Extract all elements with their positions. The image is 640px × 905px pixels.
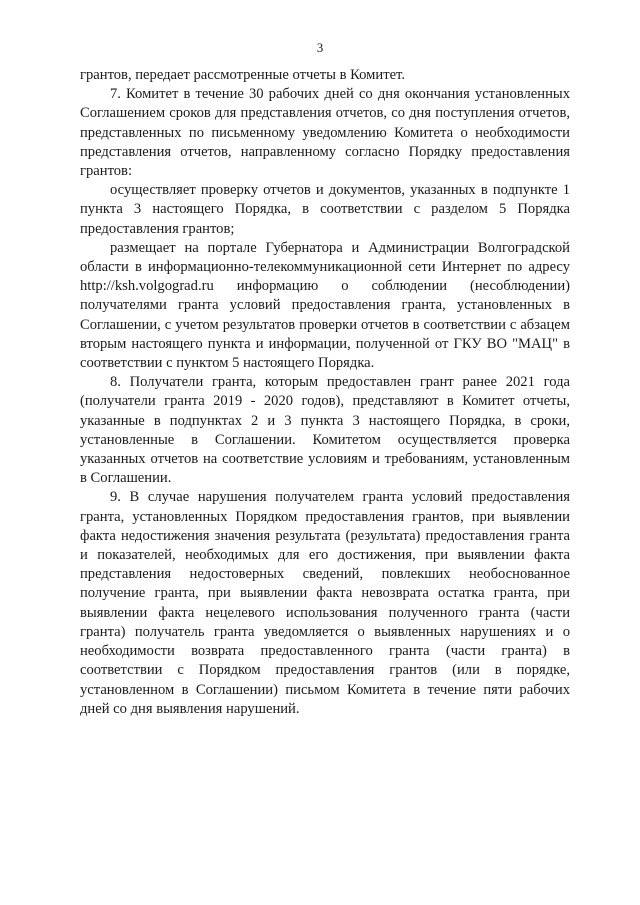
page-number: 3 <box>316 40 324 55</box>
paragraph-item-7: 7. Комитет в течение 30 рабочих дней со дня окончания установленных Соглашением сроков для представления отчетов, со дня поступления отчетов, представленных по письменному уведомлению Комитета о необходимости представления отчетов, направленному согласно Порядку предоставления грантов: <box>80 86 570 180</box>
paragraph-item-8: 8. Получатели гранта, которым предоставлен грант ранее 2021 года (получатели гранта 2019 - 2020 годов), представляют в Комитет отчеты, указанные в подпунктах 2 и 3 пункта 3 настоящего Порядка, в сроки, установленные в Соглашении. Комитетом осуществляется проверка указанных отчетов на соответствие условиям и требованиям, установленным в Соглашении. <box>80 374 570 487</box>
paragraph-item-9: 9. В случае нарушения получателем гранта условий предоставления гранта, установленных Порядком предоставления грантов, при выявлении факта недостижения значения результата (результата) предоставления гранта и показателей, необходимых для его достижения, при выявлении факта представления недостоверных сведений, повлекших необоснованное получение гранта, при выявлении факта невозврата остатка гранта, при выявлении факта нецелевого использования полученного гранта (части гранта) получатель гранта уведомляется о выявленных нарушениях и о необходимости возврата предоставленного гранта (части гранта) в соответствии с Порядком предоставления грантов (или в порядке, установленном в Соглашении) письмом Комитета в течение пяти рабочих дней со дня выявления нарушений. <box>80 489 570 717</box>
paragraph-item-7-publish: размещает на портале Губернатора и Администрации Волгоградской области в информационно-телекоммуникационной сети Интернет по адресу http://ksh.volgograd.ru информацию о соблюдении (несоблюдении) получателями гранта условий предоставления гранта, установленных в Соглашении, с учетом результатов проверки отчетов в соответствии с абзацем вторым настоящего пункта и информации, полученной от ГКУ ВО "МАЦ" в соответствии с пунктом 5 настоящего Порядка. <box>80 239 570 372</box>
paragraph-continuation: грантов, передает рассмотренные отчеты в Комитет. <box>80 67 405 83</box>
paragraph-item-7-check: осуществляет проверку отчетов и документов, указанных в подпункте 1 пункта 3 настоящего Порядка, в соответствии с разделом 5 Порядка предоставления грантов; <box>80 182 570 237</box>
document-body <box>80 66 570 719</box>
